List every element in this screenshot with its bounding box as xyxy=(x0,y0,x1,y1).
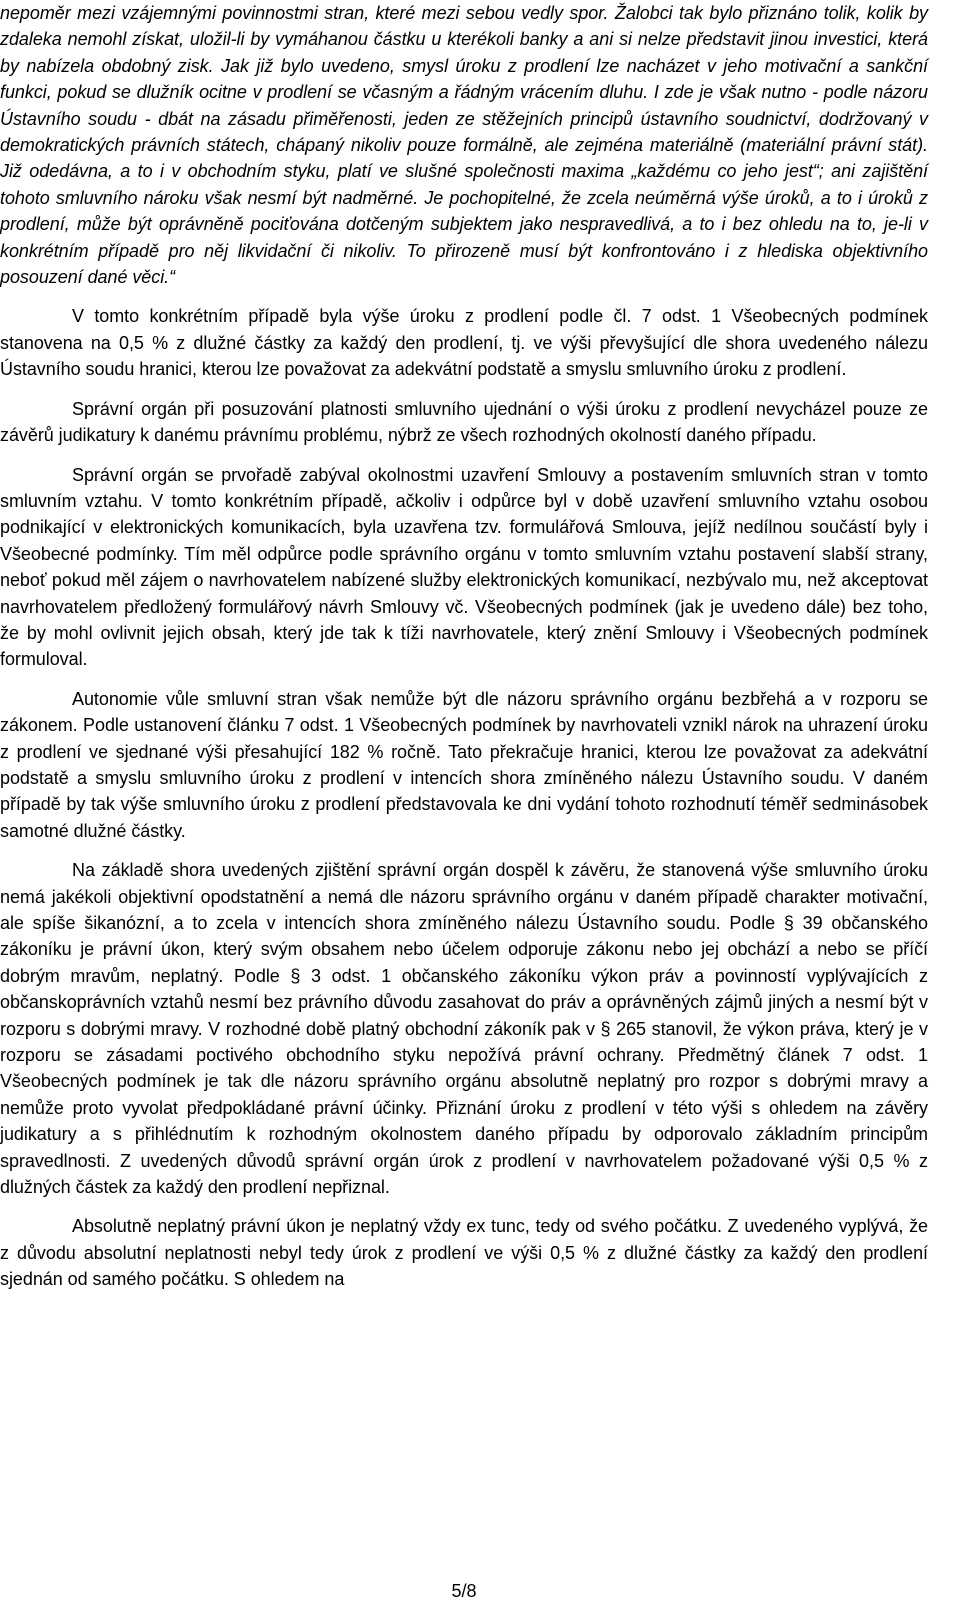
paragraph-assessment: Správní orgán při posuzování platnosti smluvního ujednání o výši úroku z prodlení nevycházel pouze ze závěrů judikatury k danému právnímu problému, nýbrž ze všech rozhodných okolností daného případu. xyxy=(0,398,928,446)
paragraph-court-quote: nepoměr mezi vzájemnými povinnostmi stran, které mezi sebou vedly spor. Žalobci tak bylo přiznáno tolik, kolik by zdaleka nemohl získat, uložil-li by vymáhanou částku u kterékoli banky a ani si nelze představit jinou investici, která by nabízela obdobný zisk. Jak již bylo uvedeno, smysl úroku z prodlení lze nacházet v jeho motivační a sankční funkci, pokud se dlužník ocitne v prodlení se včasným a řádným vrácením dluhu. I zde je však nutno - podle názoru Ústavního soudu - dbát na zásadu přiměřenosti, jeden ze stěžejních principů ústavního soudnictví, dodržovaný v demokratických právních státech, chápaný nikoliv pouze formálně, ale zejména materiálně (materiální právní stát). Již odedávna, a to i v obchodním styku, platí ve slušné společnosti maxima „každému co jeho jest“; ani zajištění tohoto smluvního nároku však nesmí být nadměrné. Je pochopitelné, že zcela neúměrná výše úroků, a to i úroků z prodlení, může být oprávněně pociťována dotčeným subjektem jako nespravedlivá, a to i bez ohledu na to, je-li v konkrétním případě pro něj likvidační či nikoliv. To přirozeně musí být konfrontováno i z hlediska objektivního posouzení dané věci.“ xyxy=(0,3,928,288)
paragraph-interest-rate: V tomto konkrétním případě byla výše úroku z prodlení podle čl. 7 odst. 1 Všeobecných podmínek stanovena na 0,5 % z dlužné částky za každý den prodlení, tj. ve výši převyšující dle shora uvedeného nálezu Ústavního soudu hranici, kterou lze považovat za adekvátní podstatě a smyslu smluvního úroku z prodlení. xyxy=(0,306,928,380)
paragraph-autonomy-of-will: Autonomie vůle smluvní stran však nemůže být dle názoru správního orgánu bezbřehá a v rozporu se zákonem. Podle ustanovení článku 7 odst. 1 Všeobecných podmínek by navrhovateli vznikl nárok na uhrazení úroku z prodlení ve sjednané výši přesahující 182 % ročně. Tato překračuje hranici, kterou lze považovat za adekvátní podstatě a smyslu smluvního úroku z prodlení v intencích shora zmíněného nálezu Ústavního soudu. V daném případě by tak výše smluvního úroku z prodlení představovala ke dni vydání tohoto rozhodnutí téměř sedminásobek samotné dlužné částky. xyxy=(0,688,928,841)
page-number: 5/8 xyxy=(451,1581,477,1601)
paragraph-contract-circumstances: Správní orgán se prvořadě zabýval okolnostmi uzavření Smlouvy a postavením smluvních stran v tomto smluvním vztahu. V tomto konkrétním případě, ačkoliv i odpůrce byl v době uzavření smluvního vztahu osobou podnikající v elektronických komunikacích, byla uzavřena tzv. formulářová Smlouva, jejíž nedílnou součástí byly i Všeobecné podmínky. Tím měl odpůrce podle správního orgánu v tomto smluvním vztahu postavení slabší strany, neboť pokud měl zájem o navrhovatelem nabízené služby elektronických komunikací, nezbývalo mu, než akceptovat navrhovatelem předložený formulářový návrh Smlouvy vč. Všeobecných podmínek (jak je uvedeno dále) bez toho, že by mohl ovlivnit jejich obsah, který jde tak k tíži navrhovatele, který znění Smlouvy i Všeobecných podmínek formuloval. xyxy=(0,464,928,670)
paragraph-conclusion: Na základě shora uvedených zjištění správní orgán dospěl k závěru, že stanovená výše smluvního úroku nemá jakékoli objektivní opodstatnění a nemá dle názoru správního orgánu v daném případě charakter motivační, ale spíše šikanózní, a to zcela v intencích shora zmíněného nálezu Ústavního soudu. Podle § 39 občanského zákoníku je právní úkon, který svým obsahem nebo účelem odporuje zákonu nebo jej obchází a nebo se příčí dobrým mravům, neplatný. Podle § 3 odst. 1 občanského zákoníku výkon práv a povinností vyplývajících z občanskoprávních vztahů nesmí bez právního důvodu zasahovat do práv a oprávněných zájmů jiných a nesmí být v rozporu s dobrými mravy. V rozhodné době platný obchodní zákoník pak v § 265 stanovil, že výkon práva, který je v rozporu se zásadami poctivého obchodního styku nepožívá právní ochrany. Předmětný článek 7 odst. 1 Všeobecných podmínek je tak dle názoru správního orgánu absolutně neplatný pro rozpor s dobrými mravy a nemůže proto vyvolat předpokládané právní účinky. Přiznání úroku z prodlení v této výši s ohledem na závěry judikatury a s přihlédnutím k rozhodným okolnostem daného případu by odporovalo základním principům spravedlnosti. Z uvedených důvodů správní orgán úrok z prodlení v navrhovatelem požadované výši 0,5 % z dlužných částek za každý den prodlení nepřiznal. xyxy=(0,860,928,1198)
paragraph-absolute-invalidity: Absolutně neplatný právní úkon je neplatný vždy ex tunc, tedy od svého počátku. Z uvedeného vyplývá, že z důvodu absolutní neplatnosti nebyl tedy úrok z prodlení ve výši 0,5 % z dlužné částky za každý den prodlení sjednán od samého počátku. S ohledem na xyxy=(0,1216,928,1290)
